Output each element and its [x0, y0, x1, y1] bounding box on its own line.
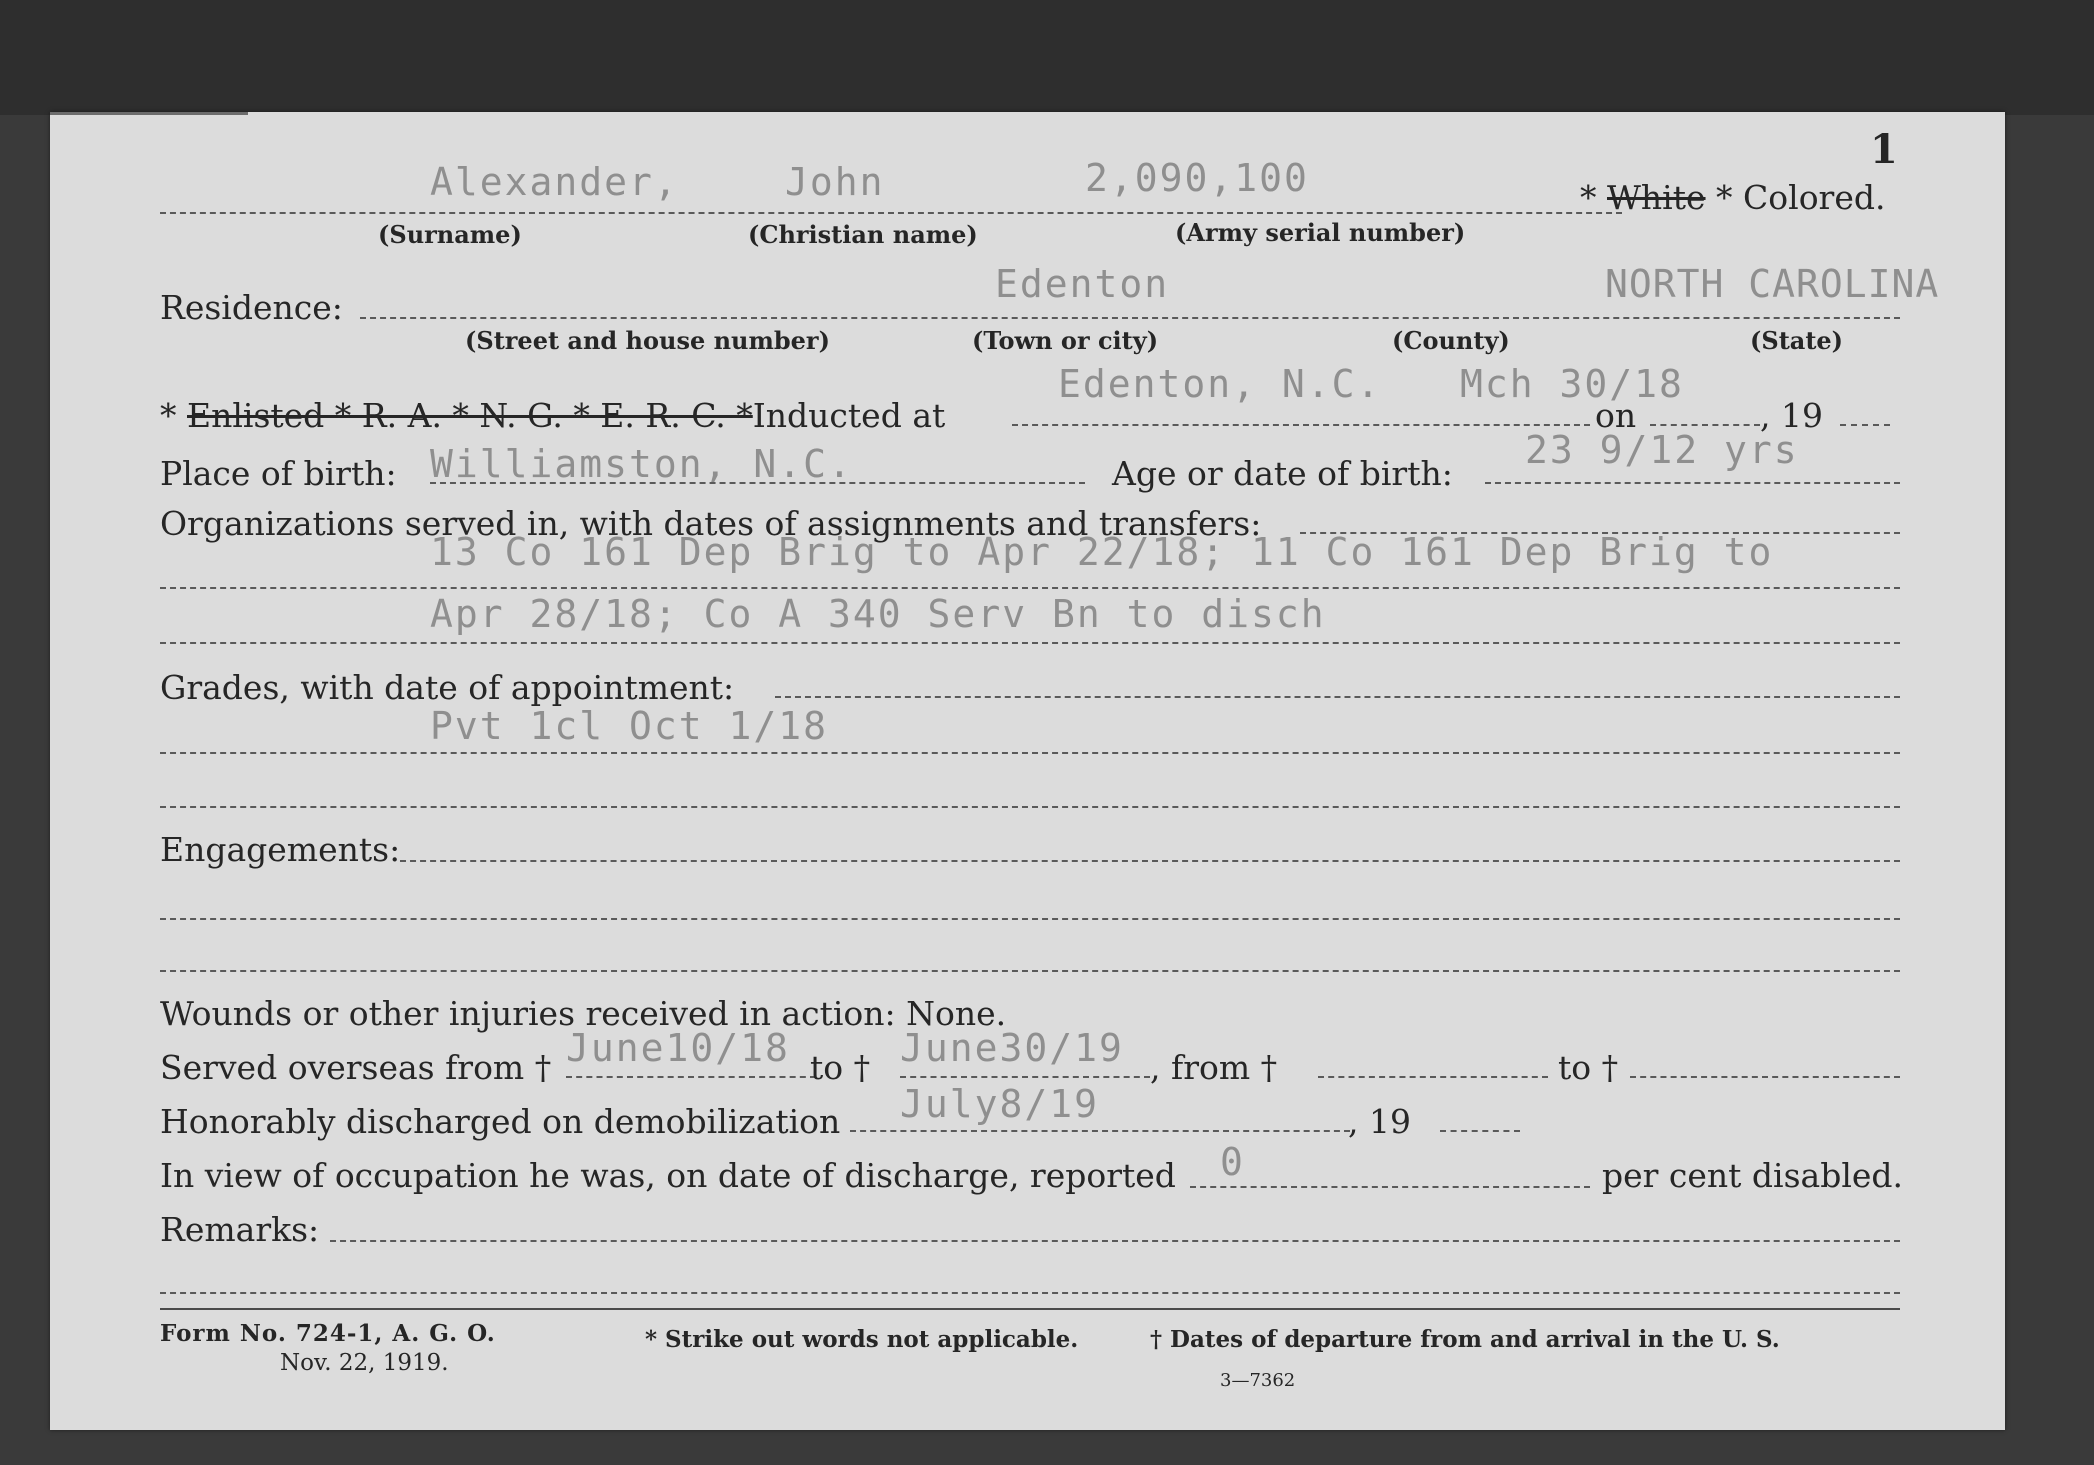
- discharge-date-value: July8/19: [900, 1082, 1100, 1126]
- surname-value: Alexander,: [430, 160, 679, 204]
- card-edge-mark: [50, 112, 248, 119]
- background-top: [0, 0, 2094, 115]
- residence-state-value: NORTH CAROLINA: [1605, 262, 1940, 306]
- remarks-line-1: [330, 1240, 1900, 1242]
- wounds-value: None.: [906, 994, 1007, 1033]
- overseas-to-line: [900, 1076, 1150, 1078]
- disability-line: [1190, 1186, 1590, 1188]
- overseas-label: Served overseas from †: [160, 1048, 552, 1087]
- card-number: 1: [1870, 126, 1898, 173]
- wounds-label: Wounds or other injuries received in action:: [160, 994, 896, 1033]
- induction-year-line: [1840, 424, 1890, 426]
- organizations-rule-2: [160, 642, 1900, 644]
- name-line: [160, 212, 1622, 214]
- grades-label: Grades, with date of appointment:: [160, 668, 735, 707]
- discharge-date-line: [850, 1130, 1350, 1132]
- engagements-line-1: [400, 860, 1900, 862]
- induction-date-line: [1650, 424, 1760, 426]
- service-record-card: [50, 112, 2005, 1430]
- serial-number-caption: (Army serial number): [1175, 218, 1466, 247]
- organizations-line-1: 13 Co 161 Dep Brig to Apr 22/18; 11 Co 161 Dep Brig to: [430, 530, 1774, 574]
- induction-place-line: [1012, 424, 1590, 426]
- age-value: 23 9/12 yrs: [1525, 428, 1799, 472]
- discharge-year-suffix: , 19: [1348, 1102, 1411, 1141]
- inducted-at-label: Inducted at: [752, 396, 946, 435]
- county-caption: (County): [1392, 326, 1510, 355]
- discharge-label: Honorably discharged on demobilization: [160, 1102, 841, 1141]
- race-options: [1580, 178, 1885, 217]
- state-caption: (State): [1750, 326, 1844, 355]
- overseas-from-line: [566, 1076, 816, 1078]
- grades-line-1: Pvt 1cl Oct 1/18: [430, 704, 829, 748]
- christian-name-value: John: [785, 160, 885, 204]
- residence-line: [360, 317, 1900, 319]
- induction-on-label: on: [1595, 396, 1637, 435]
- disability-suffix: per cent disabled.: [1602, 1156, 1904, 1195]
- form-date: Nov. 22, 1919.: [280, 1350, 449, 1376]
- town-caption: (Town or city): [972, 326, 1159, 355]
- overseas-from2-label: , from †: [1150, 1048, 1278, 1087]
- overseas-to2-label: to †: [1558, 1048, 1619, 1087]
- overseas-from2-line: [1318, 1076, 1548, 1078]
- remarks-rule-2: [160, 1292, 1900, 1294]
- engagements-rule-2: [160, 918, 1900, 920]
- induction-star: *: [160, 396, 177, 435]
- grades-rule-1: [160, 752, 1900, 754]
- surname-caption: (Surname): [378, 220, 522, 249]
- induction-status: [160, 396, 945, 435]
- race-colored: * Colored.: [1716, 178, 1886, 217]
- overseas-to2-line: [1630, 1076, 1900, 1078]
- organizations-rule-1: [160, 587, 1900, 589]
- christian-name-caption: (Christian name): [748, 220, 978, 249]
- induction-date-value: Mch 30/18: [1460, 362, 1684, 406]
- organizations-label: Organizations served in, with dates of assignments and transfers:: [160, 504, 1262, 543]
- overseas-to-label: to †: [810, 1048, 871, 1087]
- disability-value: 0: [1220, 1140, 1245, 1184]
- overseas-to-value: June30/19: [900, 1026, 1124, 1070]
- place-of-birth-line: [430, 482, 1085, 484]
- race-white: White: [1607, 178, 1706, 217]
- overseas-from-value: June10/18: [566, 1026, 790, 1070]
- form-number: Form No. 724-1, A. G. O.: [160, 1320, 496, 1347]
- induction-place-value: Edenton, N.C.: [1058, 362, 1382, 406]
- enlisted-options: Enlisted * R. A. * N. G. * E. R. C. *: [187, 396, 753, 435]
- print-code: 3—7362: [1220, 1370, 1296, 1391]
- organizations-line-2: Apr 28/18; Co A 340 Serv Bn to disch: [430, 592, 1326, 636]
- discharge-year-line: [1440, 1130, 1520, 1132]
- strike-note: * Strike out words not applicable.: [645, 1326, 1079, 1353]
- footer-rule: [160, 1308, 1900, 1310]
- residence-town-value: Edenton: [995, 262, 1170, 306]
- induction-year-suffix: , 19: [1760, 396, 1823, 435]
- grades-label-line: [775, 696, 1900, 698]
- serial-number-value: 2,090,100: [1085, 156, 1309, 200]
- race-star: *: [1580, 178, 1597, 217]
- grades-rule-2: [160, 806, 1900, 808]
- remarks-label: Remarks:: [160, 1210, 320, 1249]
- age-line: [1485, 482, 1900, 484]
- engagements-label: Engagements:: [160, 830, 401, 869]
- place-of-birth-label: Place of birth:: [160, 454, 397, 493]
- residence-label: Residence:: [160, 288, 343, 327]
- engagements-rule-3: [160, 970, 1900, 972]
- street-caption: (Street and house number): [465, 326, 830, 355]
- disability-label: In view of occupation he was, on date of discharge, reported: [160, 1156, 1176, 1195]
- place-of-birth-value: Williamston, N.C.: [430, 442, 853, 486]
- dagger-note: † Dates of departure from and arrival in the U. S.: [1150, 1326, 1780, 1353]
- age-label: Age or date of birth:: [1112, 454, 1453, 493]
